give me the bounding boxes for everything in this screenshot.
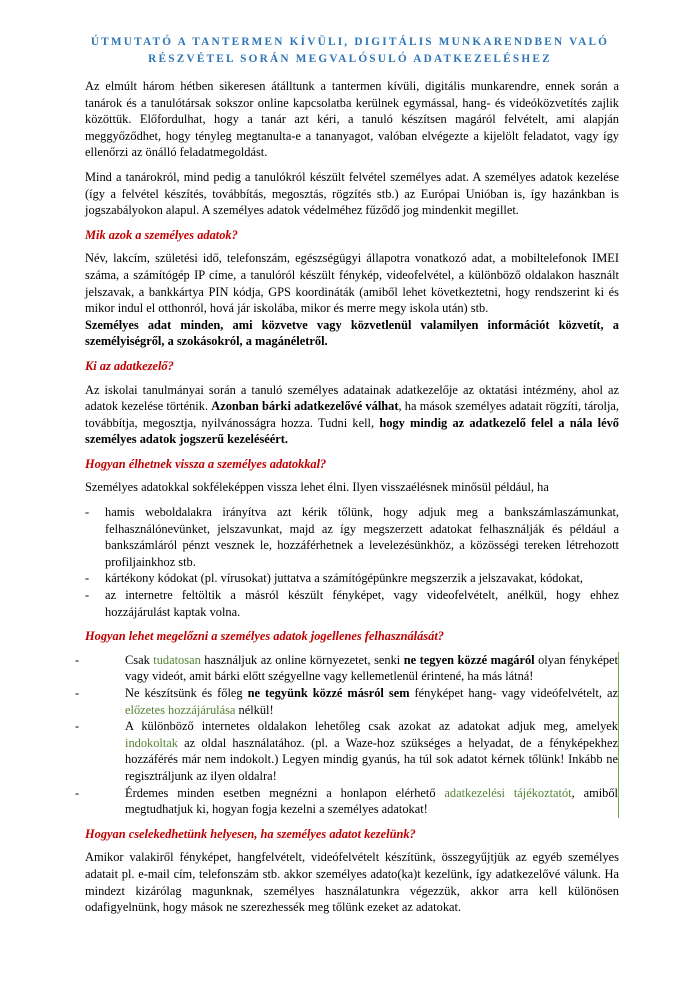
prevention-list (75, 652, 619, 818)
controller-bold-1: Azonban bárki adatkezelővé válhat (211, 399, 399, 414)
dash-bullet: - (75, 785, 80, 800)
list-item-text: hamis weboldalakra irányítva azt kérik tőlünk, hogy adjuk meg a bankszámlaszámunkat, felhasználónevünket, jelszavunkat, majd az így megszerzett adatokat felhasználják és például a bankszámláról pénzt vesznek le, hozzáférhetnek a levelezésünkhöz, a közösségi tereken létrehozott profiljainkhoz stb. (105, 505, 619, 569)
list-item (85, 570, 619, 587)
title-line-2: RÉSZVÉTEL SORÁN MEGVALÓSULÓ ADATKEZELÉSHEZ (148, 53, 552, 65)
dash-bullet: - (85, 505, 90, 520)
text: használjuk az online környezetet, senki (200, 652, 404, 667)
text: olyan fényképet vagy videót, amit bárki előtt szégyellne vagy kellemetlenül érintené, ha más látná! (125, 652, 618, 684)
text: Ne készítsünk és főleg (125, 686, 248, 700)
controller-text-1: Az iskolai tanulmányai során a tanuló személyes adatainak adatkezelője az oktatási intézmény, ahol az adatok kezelése történik. (85, 382, 619, 414)
list-item (85, 587, 619, 620)
bold-text: ne tegyünk közzé másról sem (247, 686, 410, 700)
dash-bullet: - (85, 571, 90, 586)
text: , amiből megtudhatjuk ki, hogyan fogja kezelni a személyes adatokat! (125, 785, 619, 817)
list-item (85, 504, 619, 570)
highlight-text: adatkezelési tájékoztatót (444, 785, 572, 800)
section-heading-controller: Ki az adatkezelő? (85, 358, 174, 373)
dash-bullet: - (75, 719, 80, 734)
document-title (60, 34, 640, 68)
highlight-text: tudatosan (153, 652, 201, 667)
controller-text-2: , ha mások személyes adatait rögzíti, tárolja, továbbítja, megosztja, nyilvánosságra hozza. Tudni kell, (85, 399, 619, 430)
section-heading-prevention: Hogyan lehet megelőzni a személyes adatok jogellenes felhasználását? (85, 629, 444, 644)
list-item-text: az internetre feltöltik a másról készült fényképet, vagy videofelvételt, anélkül, hogy ehhez hozzájárulást kaptak volna. (105, 588, 619, 619)
dash-bullet: - (75, 686, 80, 700)
text: fényképet hang- vagy videófelvételt, az (409, 686, 618, 700)
list-item (75, 785, 619, 818)
list-item (75, 718, 618, 784)
text: Csak (125, 652, 154, 667)
dash-bullet: - (85, 588, 90, 603)
personal-data-examples: Név, lakcím, születési idő, telefonszám, egészségügyi állapotra vonatkozó adat, a mobiltelefonok IMEI száma, a számítógép IP címe, a tanulóról készült fénykép, videofelvétel, a különböző oldalakon használt jelszavak, a bankkártya PIN kódja, GPS koordináták (amiből lehet következtetni, hogy rendszerint ki és mikor indul el otthonról, hová jár iskolába, mikor és merre megy iskola után) stb. (85, 251, 619, 316)
section-heading-abuse: Hogyan élhetnek vissza a személyes adatokkal? (85, 456, 327, 471)
title-line-1: ÚTMUTATÓ A TANTERMEN KÍVÜLI, DIGITÁLIS MUNKARENDBEN VALÓ (90, 36, 610, 48)
list-item (75, 652, 618, 685)
dash-bullet: - (75, 652, 80, 667)
abuse-list (85, 504, 619, 620)
list-item (75, 685, 618, 718)
controller-paragraph (85, 382, 619, 448)
text: A különböző internetes oldalakon lehetőleg csak azokat az adatokat adjuk meg, amelyek (125, 719, 618, 734)
correct-handling-paragraph: Amikor valakiről fényképet, hangfelvételt, videófelvételt készítünk, összegyűjtjük az egyéb személyes adatait pl. e-mail cím, telefonszám stb. akkor személyes adato(ka)t kezelünk, így adatkezelővé válunk. Ha mindezt kizárólag magunknak, személyes használatunkra végezzük, akkor arra kell különösen odafigyelnünk, hogy mások ne szerezhessék meg tőlünk ezeket az adatokat. (85, 850, 619, 915)
section-heading-correct-handling: Hogyan cselekedhetünk helyesen, ha személyes adatot kezelünk? (85, 826, 416, 841)
bold-text: ne tegyen közzé magáról (403, 652, 535, 667)
text: az oldal használatához. (pl. a Waze-hoz szükséges a helyadat, de a fényképekhez hozzáférés már nem indokolt.) Legyen mindig gyanús, ha túl sok adatot kérnek tőlünk! Inkább ne regisztráljunk az ilyen oldalra! (125, 735, 618, 783)
text: nélkül! (235, 702, 274, 717)
abuse-intro: Személyes adatokkal sokféleképpen vissza lehet élni. Ilyen visszaélésnek minősül például, ha (85, 480, 549, 495)
controller-bold-2: hogy mindig az adatkezelő felel a nála lévő személyes adatok jogszerű kezeléséért. (85, 415, 619, 447)
highlight-text: indokoltak (125, 735, 178, 750)
prevention-box (75, 652, 619, 818)
intro-paragraph-2: Mind a tanárokról, mind pedig a tanulókról készült felvétel személyes adat. A személyes adatok kezelése (így a felvétel készítés, továbbítás, megosztás, rögzítés stb.) az Európai Unióban is, így hazánkban is jogszabályokon alapul. A személyes adatok védelméhez fűződő jog mindenkit megillet. (85, 169, 619, 218)
section-heading-personal-data: Mik azok a személyes adatok? (85, 227, 238, 242)
document-body (75, 78, 619, 924)
personal-data-definition (85, 317, 619, 350)
text: Érdemes minden esetben megnézni a honlapon elérhető (125, 785, 445, 800)
list-item-text: kártékony kódokat (pl. vírusokat) juttatva a számítógépünkre megszerzik a jelszavakat, kódokat, (105, 571, 583, 586)
personal-data-definition-text: Személyes adat minden, ami közvetve vagy közvetlenül valamilyen információt közvetít, a személyiségről, a szokásokról, a magánéletről. (85, 317, 619, 349)
highlight-text: előzetes hozzájárulása (125, 702, 236, 717)
intro-paragraph-1: Az elmúlt három hétben sikeresen átálltunk a tantermen kívüli, digitális munkarendre, ennek során a tanárok és a tanulótársak sokszor online kapcsolatba kerülnek egymással, hang- és videóközvetítés zajlik közöttük. Előfordulhat, hogy a tanár azt kéri, a tanuló készítsen magáról felvételt, ami alapján meggyőződhet, hogy tényleg megtanulta-e a tananyagot, valóban elvégezte a kijelölt feladatot, vagy így ellenőrzi az önálló feladatmegoldást. (85, 79, 619, 160)
